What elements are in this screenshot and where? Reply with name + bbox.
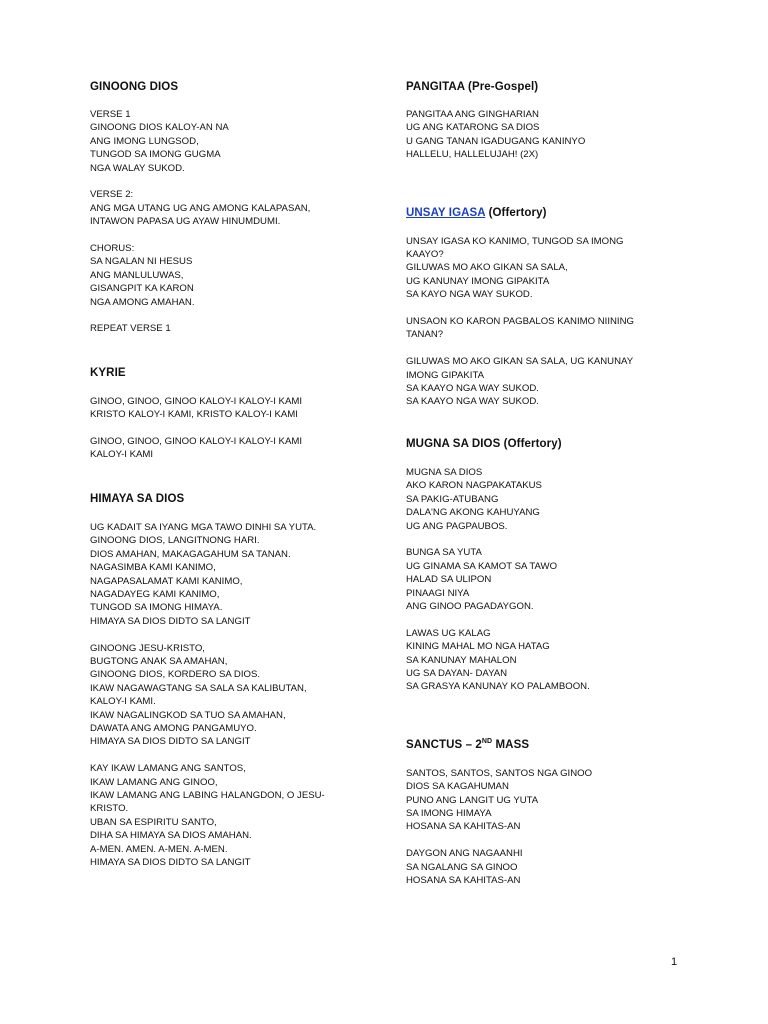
lyric-line: GINOONG JESU-KRISTO, xyxy=(90,642,205,654)
section-title: GINOONG DIOS xyxy=(90,81,179,93)
lyric-line: SA KANUNAY MAHALON xyxy=(406,654,517,666)
lyric-line: SANTOS, SANTOS, SANTOS NGA GINOO xyxy=(406,767,593,779)
lyric-line: KALOY-I KAMI. xyxy=(90,696,156,708)
lyric-line: GINOONG DIOS KALOY-AN NA xyxy=(90,122,229,134)
page-number: 1 xyxy=(671,956,678,968)
lyric-line: NGA WALAY SUKOD. xyxy=(90,162,185,174)
lyric-line: REPEAT VERSE 1 xyxy=(90,323,171,335)
lyric-line: PUNO ANG LANGIT UG YUTA xyxy=(406,794,539,806)
lyric-line: IKAW LAMANG ANG LABING HALANGDON, O JESU- xyxy=(90,789,325,801)
lyric-line: IKAW NAGALINGKOD SA TUO SA AMAHAN, xyxy=(90,709,286,721)
lyric-line: KRISTO. xyxy=(90,803,129,815)
stanza xyxy=(406,315,706,342)
section-mugna-sa-dios xyxy=(406,437,706,694)
lyric-line: VERSE 1 xyxy=(90,109,131,120)
stanza xyxy=(90,188,380,228)
lyric-line: TANAN? xyxy=(406,329,444,341)
section-title: KYRIE xyxy=(90,366,126,379)
lyric-line: DIHA SA HIMAYA SA DIOS AMAHAN. xyxy=(90,830,252,842)
lyric-line: A-MEN. AMEN. A-MEN. A-MEN. xyxy=(90,843,228,855)
stanza xyxy=(406,546,706,613)
lyric-line: IMONG GIPAKITA xyxy=(406,369,484,381)
lyric-line: TUNGOD SA IMONG HIMAYA. xyxy=(90,602,223,614)
stanza xyxy=(90,521,380,628)
lyric-line: HOSANA SA KAHITAS-AN xyxy=(406,821,521,833)
stanza xyxy=(90,322,380,335)
lyric-line: DAYGON ANG NAGAANHI xyxy=(406,848,523,860)
lyric-line: NAGASIMBA KAMI KANIMO, xyxy=(90,562,216,574)
lyric-line: LAWAS UG KALAG xyxy=(406,627,491,639)
stanza xyxy=(406,235,706,302)
lyric-line: UNSAY IGASA KO KANIMO, TUNGOD SA IMONG xyxy=(406,235,624,247)
lyric-line: ANG MANLULUWAS, xyxy=(90,269,184,281)
lyric-line: HIMAYA SA DIOS DIDTO SA LANGIT xyxy=(90,736,251,748)
section-title: HIMAYA SA DIOS xyxy=(90,492,185,505)
lyric-line: U GANG TANAN IGADUGANG KANINYO xyxy=(406,135,586,147)
lyric-line: DALA'NG AKONG KAHUYANG xyxy=(406,507,540,519)
lyric-line: IKAW NAGAWAGTANG SA SALA SA KALIBUTAN, xyxy=(90,682,307,694)
lyric-line: NAGAPASALAMAT KAMI KANIMO, xyxy=(90,575,243,587)
lyric-line: HALLELU, HALLELUJAH! (2X) xyxy=(406,149,539,161)
lyric-line: UG ANG KATARONG SA DIOS xyxy=(406,122,540,134)
lyric-line: UG KANUNAY IMONG GIPAKITA xyxy=(406,275,550,287)
section-title: MUGNA SA DIOS (Offertory) xyxy=(406,437,562,450)
stanza xyxy=(90,395,380,422)
stanza xyxy=(406,847,706,887)
left-column xyxy=(90,80,380,883)
lyric-line: HIMAYA SA DIOS DIDTO SA LANGIT xyxy=(90,615,251,627)
lyric-line: CHORUS: xyxy=(90,243,135,255)
section-title-suffix: (Offertory) xyxy=(485,206,547,219)
section-kyrie xyxy=(90,366,380,462)
lyric-line: VERSE 2: xyxy=(90,189,134,201)
lyric-line: GINOONG DIOS, KORDERO SA DIOS. xyxy=(90,669,261,681)
lyric-line: UBAN SA ESPIRITU SANTO, xyxy=(90,816,217,828)
stanza xyxy=(406,108,706,162)
lyric-line: PANGITAA ANG GINGHARIAN xyxy=(406,109,539,120)
song-title-link[interactable]: UNSAY IGASA xyxy=(406,206,486,219)
lyric-line: MUGNA SA DIOS xyxy=(406,466,483,478)
lyric-line: SA PAKIG-ATUBANG xyxy=(406,493,499,505)
lyric-line: HOSANA SA KAHITAS-AN xyxy=(406,874,521,886)
lyric-line: NAGADAYEG KAMI KANIMO, xyxy=(90,588,220,600)
section-title: PANGITAA (Pre-Gospel) xyxy=(406,81,539,93)
lyric-line: BUNGA SA YUTA xyxy=(406,547,482,559)
lyric-line: GINOONG DIOS, LANGITNONG HARI. xyxy=(90,535,260,547)
lyric-line: GILUWAS MO AKO GIKAN SA SALA, UG KANUNAY xyxy=(406,356,634,368)
lyric-line: TUNGOD SA IMONG GUGMA xyxy=(90,149,221,161)
lyric-line: SA NGALAN NI HESUS xyxy=(90,256,193,268)
lyric-line: NGA AMONG AMAHAN. xyxy=(90,296,195,308)
section-title xyxy=(406,206,706,220)
stanza xyxy=(406,767,706,834)
stanza xyxy=(406,466,706,533)
lyric-line: SA GRASYA KANUNAY KO PALAMBOON. xyxy=(406,681,590,693)
section-unsay-igasa xyxy=(406,206,706,409)
section-title-main: SANCTUS – 2 xyxy=(406,738,482,751)
lyric-line: UG KADAIT SA IYANG MGA TAWO DINHI SA YUTA. xyxy=(90,521,317,533)
section-title xyxy=(406,738,706,752)
stanza xyxy=(90,242,380,309)
lyric-line: GILUWAS MO AKO GIKAN SA SALA, xyxy=(406,262,568,274)
lyric-line: KAY IKAW LAMANG ANG SANTOS, xyxy=(90,763,246,775)
lyric-line: HALAD SA ULIPON xyxy=(406,574,492,586)
lyric-line: SA IMONG HIMAYA xyxy=(406,807,492,819)
lyric-line: HIMAYA SA DIOS DIDTO SA LANGIT xyxy=(90,857,251,868)
lyric-line: IKAW LAMANG ANG GINOO, xyxy=(90,776,218,788)
section-himaya-sa-dios xyxy=(90,492,380,870)
lyric-line: DIOS AMAHAN, MAKAGAGAHUM SA TANAN. xyxy=(90,548,291,560)
lyric-line: SA NGALANG SA GINOO xyxy=(406,861,518,873)
lyric-line: GINOO, GINOO, GINOO KALOY-I KALOY-I KAMI xyxy=(90,436,303,448)
section-sanctus xyxy=(406,738,706,888)
lyric-line: UNSAON KO KARON PAGBALOS KANIMO NIINING xyxy=(406,316,634,328)
stanza xyxy=(90,108,380,175)
lyric-line: UG ANG PAGPAUBOS. xyxy=(406,520,508,532)
lyric-line: PINAAGI NIYA xyxy=(406,587,470,599)
lyric-line: ANG IMONG LUNGSOD, xyxy=(90,135,199,147)
section-ginoong-dios xyxy=(90,80,380,336)
stanza xyxy=(406,627,706,694)
section-title-end: MASS xyxy=(492,738,530,751)
lyric-line: SA KAYO NGA WAY SUKOD. xyxy=(406,289,533,301)
lyric-line: AKO KARON NAGPAKATAKUS xyxy=(406,480,542,492)
stanza xyxy=(406,355,706,409)
lyric-line: GISANGPIT KA KARON xyxy=(90,283,194,295)
lyric-line: ANG GINOO PAGADAYGON. xyxy=(406,600,534,612)
lyric-line: INTAWON PAPASA UG AYAW HINUMDUMI. xyxy=(90,216,281,228)
lyric-line: UG GINAMA SA KAMOT SA TAWO xyxy=(406,560,558,572)
lyric-line: KINING MAHAL MO NGA HATAG xyxy=(406,641,550,653)
right-column xyxy=(406,80,706,901)
stanza xyxy=(90,435,380,462)
lyric-line: SA KAAYO NGA WAY SUKOD. xyxy=(406,383,539,395)
lyric-line: UG SA DAYAN- DAYAN xyxy=(406,667,508,679)
lyric-line: GINOO, GINOO, GINOO KALOY-I KALOY-I KAMI xyxy=(90,395,303,407)
lyric-line: DAWATA ANG AMONG PANGAMUYO. xyxy=(90,722,257,734)
ordinal-suffix: ND xyxy=(481,737,493,745)
lyric-line: KRISTO KALOY-I KAMI, KRISTO KALOY-I KAMI xyxy=(90,409,298,421)
lyric-line: KALOY-I KAMI xyxy=(90,449,154,461)
section-pangitaa xyxy=(406,80,706,162)
lyric-line: SA KAAYO NGA WAY SUKOD. xyxy=(406,396,539,408)
lyric-line: KAAYO? xyxy=(406,249,444,261)
stanza xyxy=(90,642,380,749)
lyric-line: BUGTONG ANAK SA AMAHAN, xyxy=(90,655,228,667)
lyric-line: DIOS SA KAGAHUMAN xyxy=(406,781,509,793)
lyric-line: ANG MGA UTANG UG ANG AMONG KALAPASAN, xyxy=(90,202,311,214)
stanza xyxy=(90,762,380,869)
